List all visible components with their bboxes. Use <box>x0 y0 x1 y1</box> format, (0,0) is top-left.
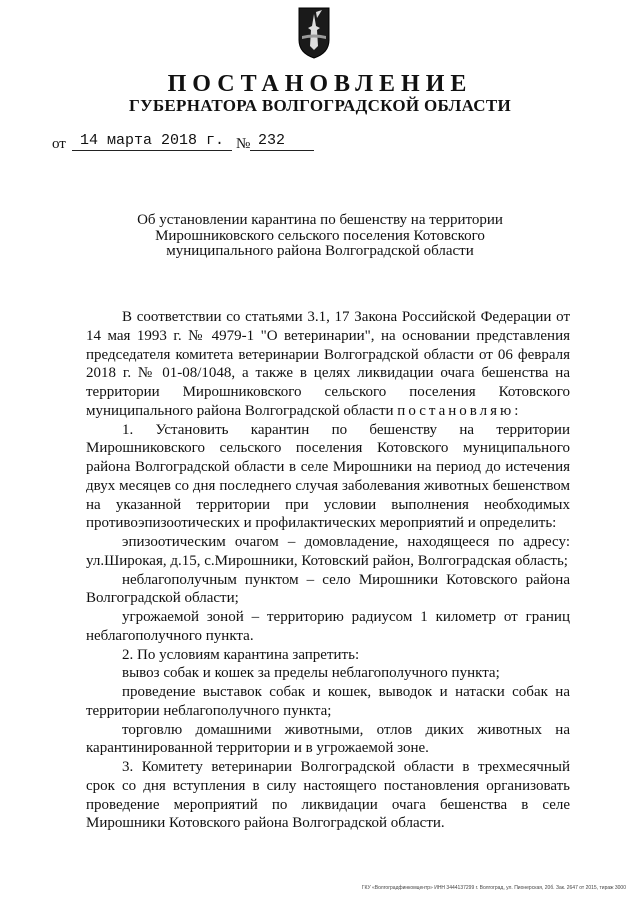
document-subtitle: ГУБЕРНАТОРА ВОЛГОГРАДСКОЙ ОБЛАСТИ <box>128 96 512 115</box>
date-underline <box>72 150 232 151</box>
subject-line: Мирошниковского сельского поселения Котовского <box>155 227 485 244</box>
number-label: № <box>236 136 251 152</box>
decree-word: постановляю: <box>397 402 522 419</box>
item-2-export-ban: вывоз собак и кошек за пределы неблагополучного пункта; <box>122 665 500 682</box>
number-underline <box>250 150 314 151</box>
print-footer: ГКУ «Волгоградфинкомцентр» ИНН 3444137299 г. Волгоград, ул. Пионерская, 20б. Зак. 2647 от 2015, тираж 3000 <box>361 885 626 891</box>
item-3-paragraph: 3. Комитету ветеринарии Волгоградской области в трехмесячный срок со дня вступления в силу настоящего постановления организовать проведение мероприятий по ликвидации очага бешенства в селе Мирошники Котовского района Волгоградской области. <box>86 759 570 832</box>
date-value: 14 марта 2018 г. <box>80 132 225 149</box>
document-body <box>86 308 570 833</box>
subject-line: муниципального района Волгоградской области <box>166 243 474 259</box>
item-1-focus: эпизоотическим очагом – домовладение, находящееся по адресу: ул.Широкая, д.15, с.Мирошники, Котовский район, Волгоградская область; <box>86 534 570 569</box>
preamble-text: В соответствии со статьями 3.1, 17 Закона Российской Федерации от 14 мая 1993 г. № 4979-1 "О ветеринарии", на основании представления председателя комитета ветеринарии Волгоградской области от 06 февраля 2018 г. № 01-08/1048, а также в целях ликвидации очага бешенства на территории Мирошниковского сельского поселения Котовского муниципального района Волгоградской области <box>86 309 570 419</box>
volgograd-emblem-icon <box>296 6 332 60</box>
item-2-trade-ban: торговлю домашними животными, отлов диких животных на карантинированной территории и в угрожаемой зоне. <box>86 721 570 757</box>
item-2-paragraph: 2. По условиям карантина запретить: <box>122 646 360 663</box>
item-1-point: неблагополучным пунктом – село Мирошники Котовского района Волгоградской области; <box>86 571 570 607</box>
item-1-paragraph: 1. Установить карантин по бешенству на территории Мирошниковского сельского поселения Котовского муниципального района Волгоградской области в селе Мирошники на период до истечения двух месяцев со дня последнего случая заболевания животных бешенством на указанной территории при условии выполнения необходимых противоэпизоотических и профилактических мероприятий и определить: <box>86 421 570 532</box>
date-label: от <box>52 136 66 152</box>
preamble-paragraph <box>86 308 570 421</box>
item-2-exhibition-ban: проведение выставок собак и кошек, выводок и натаски собак на территории неблагополучного пункта; <box>86 684 570 719</box>
subject-line: Об установлении карантина по бешенству на территории <box>137 212 503 228</box>
item-1-zone: угрожаемой зоной – территорию радиусом 1 километр от границ неблагополучного пункта. <box>86 609 570 644</box>
document-title: ПОСТАНОВЛЕНИЕ <box>167 71 473 97</box>
document-subject <box>120 213 520 260</box>
number-value: 232 <box>258 132 286 149</box>
